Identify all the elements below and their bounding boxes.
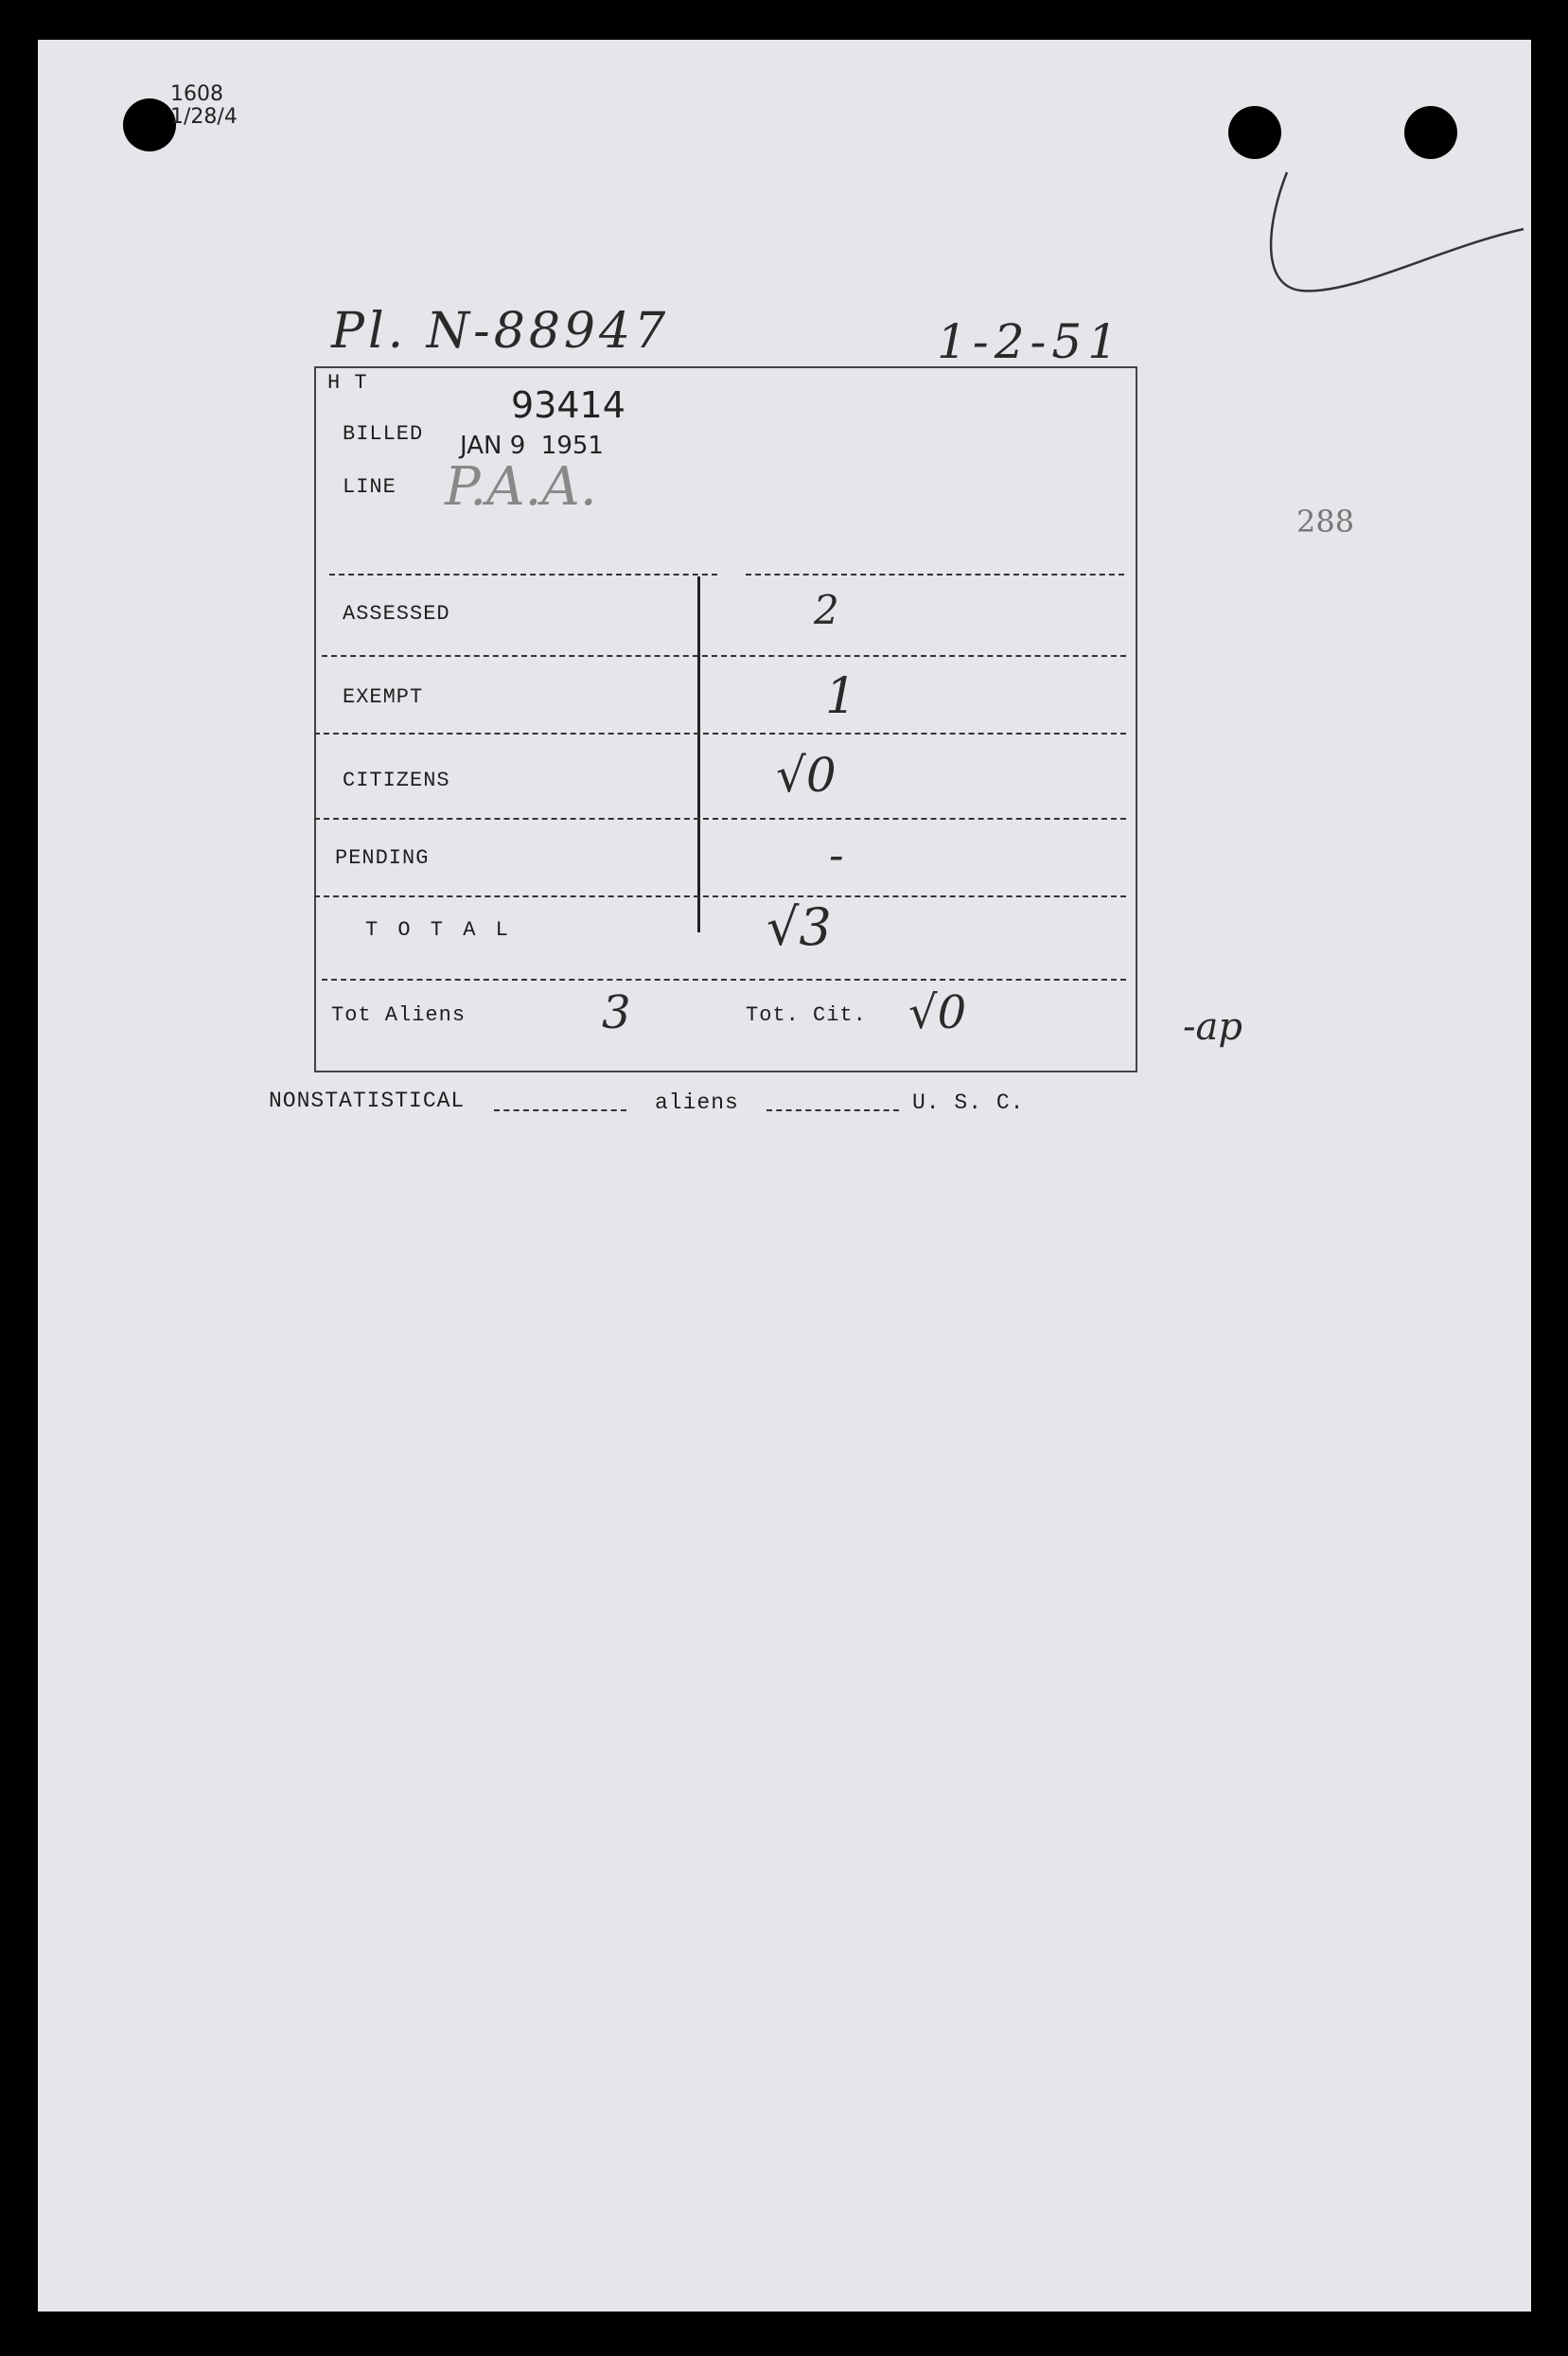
punch-hole-left <box>123 98 176 151</box>
corner-note-line1: 1608 <box>170 82 223 106</box>
total-divider <box>322 979 1126 981</box>
tot-cit-value: √0 <box>908 986 967 1039</box>
row-divider-1 <box>322 655 1126 657</box>
row-value-assessed: 2 <box>814 587 839 633</box>
billed-number: 93414 <box>511 384 625 426</box>
row-label-pending: PENDING <box>335 846 430 870</box>
row-divider-3 <box>314 818 1126 820</box>
aliens-label: aliens <box>655 1090 739 1115</box>
nonstatistical-blank <box>494 1109 626 1111</box>
header-divider-right <box>746 574 1124 576</box>
billed-date-stamp: JAN 9 1951 <box>460 432 604 460</box>
pen-stroke <box>1249 153 1533 343</box>
total-label: T O T A L <box>365 918 512 942</box>
punch-hole-right-1 <box>1228 106 1281 159</box>
usc-label: U. S. C. <box>912 1090 1025 1115</box>
punch-hole-right-2 <box>1404 106 1457 159</box>
form-box <box>314 366 1137 1072</box>
row-value-citizens: √0 <box>776 748 837 803</box>
row-value-pending: - <box>829 829 844 880</box>
handwritten-date: 1-2-51 <box>937 314 1124 369</box>
row-label-exempt: EXEMPT <box>343 685 424 709</box>
corner-note-line2: 1/28/4 <box>170 105 238 129</box>
aliens-blank <box>766 1109 899 1111</box>
column-divider <box>697 576 700 932</box>
tot-cit-label: Tot. Cit. <box>746 1003 867 1027</box>
total-value: √3 <box>766 897 832 957</box>
plate-number: Pl. N-88947 <box>331 303 670 360</box>
line-value: P.A.A. <box>445 456 597 518</box>
line-label: LINE <box>343 475 396 499</box>
row-value-exempt: 1 <box>825 668 857 725</box>
billed-label: BILLED <box>343 422 424 446</box>
side-mark: -ap <box>1183 1005 1242 1049</box>
row-divider-2 <box>314 733 1126 735</box>
nonstatistical-label: NONSTATISTICAL <box>269 1089 466 1113</box>
tot-aliens-value: 3 <box>602 986 631 1039</box>
page-number: 288 <box>1296 504 1355 540</box>
header-divider-left <box>329 574 717 576</box>
document-page <box>38 40 1531 2312</box>
row-label-assessed: ASSESSED <box>343 602 450 626</box>
row-label-citizens: CITIZENS <box>343 769 450 792</box>
row-divider-4 <box>314 895 1126 897</box>
ht-label: H T <box>327 371 368 395</box>
corner-note <box>170 83 238 129</box>
tot-aliens-label: Tot Aliens <box>331 1003 467 1027</box>
